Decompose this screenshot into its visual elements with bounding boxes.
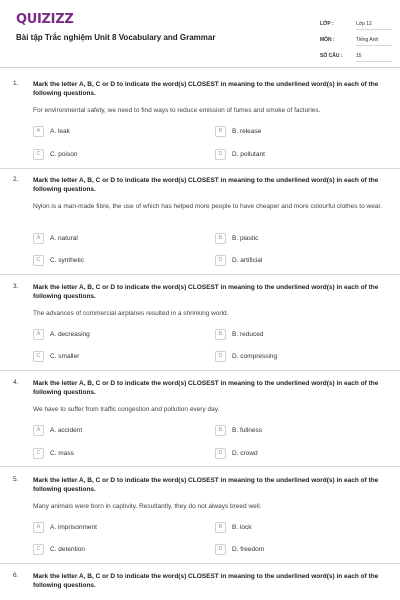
- option-text: A. imprisonment: [50, 523, 97, 531]
- option-a[interactable]: [33, 125, 70, 137]
- question-instruction: Mark the letter A, B, C or D to indicate the word(s) CLOSEST in meaning to the underlined word(s) in each of the following questions.: [33, 177, 379, 193]
- worksheet-header: [0, 0, 400, 68]
- meta-value: Lớp 12: [356, 18, 392, 30]
- question-instruction: Mark the letter A, B, C or D to indicate the word(s) CLOSEST in meaning to the underlined word(s) in each of the following questions.: [33, 380, 379, 396]
- meta-label: LỚP :: [320, 21, 334, 27]
- meta-label: SỐ CÂU :: [320, 53, 343, 59]
- worksheet-meta: [320, 16, 392, 64]
- option-b[interactable]: [215, 125, 261, 137]
- option-letter: B: [215, 126, 226, 137]
- meta-row-count: [320, 48, 392, 64]
- option-b[interactable]: [215, 521, 252, 533]
- question-number: 3.: [13, 283, 19, 290]
- option-text: D. freedom: [232, 545, 265, 553]
- question-instruction: Mark the letter A, B, C or D to indicate the word(s) CLOSEST in meaning to the underlined word(s) in each of the following questions.: [33, 81, 379, 97]
- option-text: A. leak: [50, 127, 70, 135]
- option-text: A. accident: [50, 426, 83, 434]
- quizizz-logo: QUIZIZZ: [16, 12, 74, 27]
- option-letter: D: [215, 255, 226, 266]
- option-letter: C: [33, 351, 44, 362]
- question-number: 6.: [13, 572, 19, 579]
- option-text: D. crowd: [232, 449, 258, 457]
- question-divider: [0, 563, 400, 564]
- question-divider: [0, 168, 400, 169]
- option-letter: D: [215, 448, 226, 459]
- option-letter: D: [215, 351, 226, 362]
- option-letter: C: [33, 255, 44, 266]
- question-text: Many animals were born in captivity. Resultantly, they do not always breed well.: [33, 503, 262, 510]
- option-a[interactable]: [33, 424, 82, 436]
- option-letter: D: [215, 149, 226, 160]
- question-instruction: Mark the letter A, B, C or D to indicate the word(s) CLOSEST in meaning to the underlined word(s) in each of the following questions.: [33, 477, 379, 493]
- question-divider: [0, 370, 400, 371]
- option-d[interactable]: [215, 350, 277, 362]
- option-text: B. lock: [232, 523, 252, 531]
- option-c[interactable]: [33, 148, 77, 160]
- meta-row-class: [320, 16, 392, 32]
- option-text: D. pollutant: [232, 150, 265, 158]
- question-text: The advances of commercial airplanes resulted in a shrinking world.: [33, 310, 229, 317]
- question-text: For environmental safety, we need to find ways to reduce emission of fumes and smoke of factories.: [33, 107, 321, 114]
- option-d[interactable]: [215, 543, 264, 555]
- question-number: 5.: [13, 476, 19, 483]
- question-number: 1.: [13, 80, 19, 87]
- meta-row-subject: [320, 32, 392, 48]
- meta-value: Tiếng Anh: [356, 34, 392, 46]
- question-number: 2.: [13, 176, 19, 183]
- option-letter: A: [33, 126, 44, 137]
- option-letter: C: [33, 149, 44, 160]
- option-b[interactable]: [215, 232, 258, 244]
- option-letter: D: [215, 544, 226, 555]
- option-text: C. poison: [50, 150, 78, 158]
- option-c[interactable]: [33, 447, 74, 459]
- question-instruction: Mark the letter A, B, C or D to indicate the word(s) CLOSEST in meaning to the underlined word(s) in each of the following questions.: [33, 573, 379, 589]
- option-a[interactable]: [33, 232, 78, 244]
- option-text: B. reduced: [232, 330, 264, 338]
- option-letter: A: [33, 425, 44, 436]
- option-d[interactable]: [215, 254, 262, 266]
- option-letter: C: [33, 544, 44, 555]
- option-d[interactable]: [215, 148, 265, 160]
- option-letter: A: [33, 233, 44, 244]
- option-b[interactable]: [215, 328, 263, 340]
- meta-label: MÔN :: [320, 37, 335, 43]
- option-a[interactable]: [33, 328, 90, 340]
- meta-value: 15: [356, 50, 392, 62]
- option-letter: C: [33, 448, 44, 459]
- option-text: A. decreasing: [50, 330, 90, 338]
- option-text: B. fullness: [232, 426, 262, 434]
- option-text: C. synthetic: [50, 256, 84, 264]
- option-letter: A: [33, 522, 44, 533]
- option-c[interactable]: [33, 350, 79, 362]
- option-text: C. mass: [50, 449, 74, 457]
- option-d[interactable]: [215, 447, 258, 459]
- option-letter: B: [215, 425, 226, 436]
- option-c[interactable]: [33, 254, 84, 266]
- option-c[interactable]: [33, 543, 85, 555]
- worksheet-title: Bài tập Trắc nghiệm Unit 8 Vocabulary and Grammar: [16, 33, 216, 42]
- option-letter: A: [33, 329, 44, 340]
- option-letter: B: [215, 233, 226, 244]
- option-text: C. detention: [50, 545, 86, 553]
- option-text: D. artificial: [232, 256, 263, 264]
- option-text: D. compressing: [232, 352, 278, 360]
- question-divider: [0, 274, 400, 275]
- question-number: 4.: [13, 379, 19, 386]
- option-b[interactable]: [215, 424, 262, 436]
- option-letter: B: [215, 522, 226, 533]
- option-text: A. natural: [50, 234, 78, 242]
- question-text: We have to suffer from traffic congestion and pollution every day.: [33, 406, 220, 413]
- question-instruction: Mark the letter A, B, C or D to indicate the word(s) CLOSEST in meaning to the underlined word(s) in each of the following questions.: [33, 284, 379, 300]
- question-divider: [0, 466, 400, 467]
- option-text: B. release: [232, 127, 262, 135]
- option-letter: B: [215, 329, 226, 340]
- option-text: B. plastic: [232, 234, 259, 242]
- option-a[interactable]: [33, 521, 97, 533]
- option-text: C. smaller: [50, 352, 80, 360]
- question-text: Nylon is a man-made fibre, the use of which has helped more people to have cheaper and more colourful clothes to wear.: [33, 203, 383, 210]
